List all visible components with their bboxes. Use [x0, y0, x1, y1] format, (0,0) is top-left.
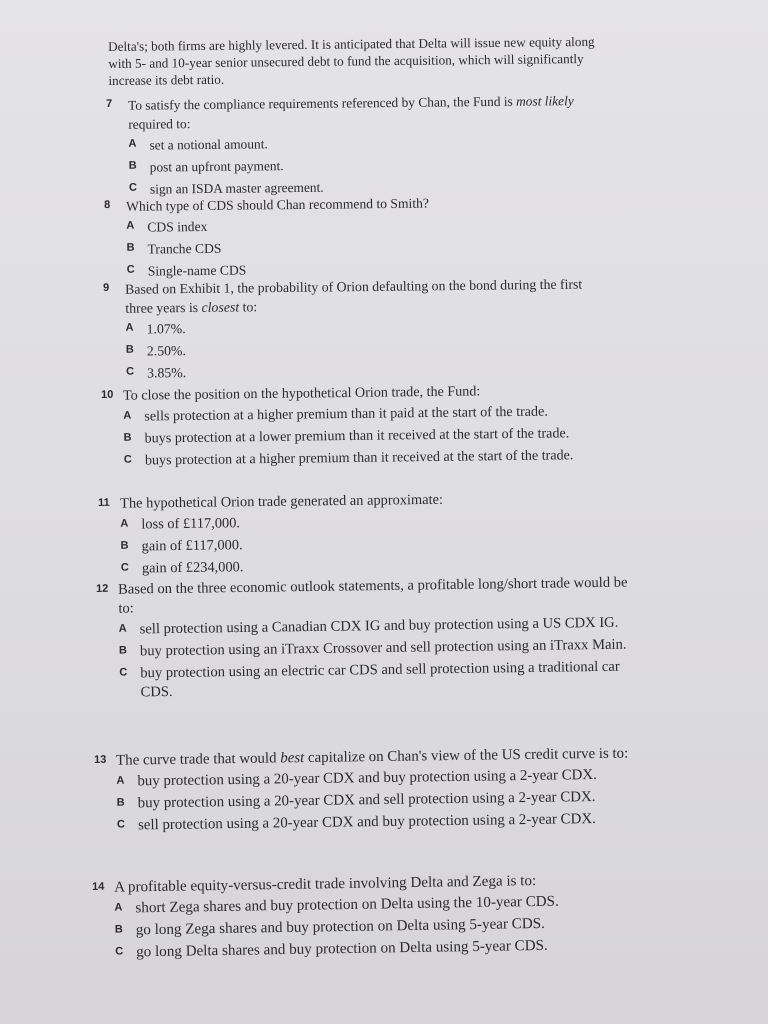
question-text: Based on the three economic outlook statements, a profitable long/short trade would be to:: [118, 574, 628, 617]
option-letter: B: [120, 539, 129, 552]
question-text: A profitable equity-versus-credit trade involving Delta and Zega is to:: [114, 873, 537, 896]
intro-paragraph: Delta's; both firms are highly levered. It is anticipated that Delta will issue new equity along with 5- and 10-year senior unsecured debt to fund the acquisition, which will significantly increase its debt ratio.: [108, 33, 595, 88]
option-text: go long Zega shares and buy protection on Delta using 5-year CDS.: [135, 915, 546, 939]
option-letter: B: [114, 923, 123, 936]
option-letter: C: [125, 365, 135, 378]
question-text: The hypothetical Orion trade generated an approximate:: [120, 491, 444, 512]
option-letter: A: [123, 409, 132, 422]
option-c: [124, 446, 632, 471]
option-text: buys protection at a lower premium than it received at the start of the trade.: [144, 425, 570, 447]
option-a: [123, 402, 631, 427]
option-b: [126, 235, 604, 259]
option-text: set a notional amount.: [149, 136, 268, 153]
option-letter: B: [118, 644, 128, 657]
option-text: 1.07%.: [146, 321, 186, 337]
option-text: buy protection using a 20-year CDX and sell protection using a 2-year CDX.: [137, 789, 596, 812]
question-number: 13: [94, 753, 107, 766]
option-a: [128, 131, 606, 155]
option-a: [125, 314, 608, 338]
option-letter: C: [116, 818, 126, 831]
option-letter: A: [120, 517, 129, 530]
question-number: 11: [98, 496, 110, 509]
question-14: [92, 870, 648, 963]
option-text: buy protection using an electric car CDS and sell protection using a traditional car CDS.: [140, 658, 620, 701]
question-13: [94, 744, 645, 836]
question-number: 12: [96, 582, 109, 595]
option-text: CDS index: [147, 218, 208, 235]
option-text: sign an ISDA master agreement.: [149, 179, 324, 197]
question-number: 9: [103, 281, 110, 294]
option-letter: A: [126, 219, 135, 232]
option-letter: C: [120, 561, 129, 574]
question-number: 7: [106, 97, 113, 110]
option-letter: A: [116, 774, 125, 787]
option-letter: B: [116, 796, 125, 809]
question-text: To satisfy the compliance requirements referenced by Chan, the Fund is most likely required to:: [128, 93, 574, 132]
option-letter: B: [128, 159, 137, 172]
question-text: Which type of CDS should Chan recommend to Smith?: [126, 195, 429, 214]
option-letter: A: [114, 901, 123, 914]
option-letter: C: [119, 666, 128, 679]
option-letter: C: [128, 181, 137, 194]
option-text: sells protection at a higher premium than it paid at the start of the trade.: [144, 403, 548, 425]
option-text: loss of £117,000.: [141, 515, 241, 533]
option-letter: B: [125, 343, 134, 356]
question-text: The curve trade that would best capitalize on Chan's view of the US credit curve is to:: [116, 745, 629, 769]
option-c: [126, 358, 609, 382]
option-text: gain of £234,000.: [141, 559, 244, 577]
option-text: 2.50%.: [146, 343, 186, 359]
option-b: [124, 424, 632, 449]
question-12: [96, 574, 633, 703]
option-b: [129, 153, 607, 177]
option-text: post an upfront payment.: [149, 158, 284, 175]
option-letter: A: [128, 137, 137, 150]
option-text: buy protection using a 20-year CDX and buy protection using a 2-year CDX.: [137, 766, 597, 790]
question-text: Based on Exhibit 1, the probability of Orion defaulting on the bond during the first three years is closest to:: [125, 276, 583, 316]
option-text: sell protection using a 20-year CDX and buy protection using a 2-year CDX.: [137, 811, 596, 834]
question-9: [103, 274, 609, 383]
question-10: [101, 381, 632, 471]
option-a: [126, 213, 604, 237]
option-letter: C: [123, 453, 132, 466]
option-letter: B: [123, 431, 132, 444]
option-text: buy protection using an iTraxx Crossover and sell protection using an iTraxx Main.: [139, 636, 627, 660]
option-text: gain of £117,000.: [141, 537, 243, 555]
option-letter: B: [126, 241, 135, 254]
option-text: Single-name CDS: [147, 262, 247, 279]
option-text: short Zega shares and buy protection on Delta using the 10-year CDS.: [135, 893, 559, 917]
question-11: [98, 489, 619, 579]
question-number: 10: [101, 388, 114, 401]
option-letter: A: [125, 321, 134, 334]
option-letter: C: [115, 945, 124, 958]
question-text: To close the position on the hypothetical Orion trade, the Fund:: [123, 383, 481, 404]
option-a: [120, 510, 618, 535]
option-c: [117, 809, 645, 835]
option-letter: C: [126, 263, 135, 276]
option-text: Tranche CDS: [147, 240, 222, 257]
question-number: 14: [92, 880, 105, 893]
option-letter: A: [118, 622, 127, 635]
question-7: [106, 91, 607, 199]
option-b: [126, 336, 609, 360]
option-c: [119, 658, 632, 703]
option-text: sell protection using a Canadian CDX IG and buy protection using a US CDX IG.: [139, 614, 619, 638]
option-text: go long Delta shares and buy protection on Delta using 5-year CDS.: [136, 937, 548, 961]
question-number: 8: [104, 198, 111, 211]
option-text: 3.85%.: [146, 365, 187, 381]
option-b: [121, 532, 619, 557]
option-text: buys protection at a higher premium than it received at the start of the trade.: [144, 447, 574, 469]
question-8: [104, 192, 605, 281]
